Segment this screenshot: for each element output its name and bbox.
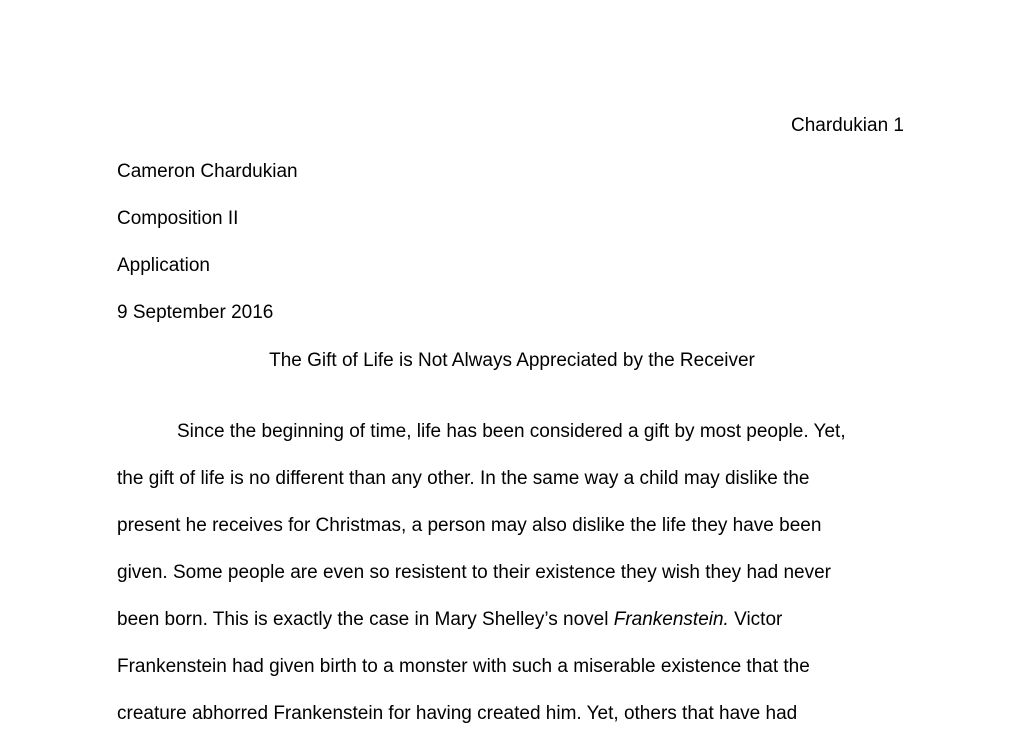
body-line-6: Frankenstein had given birth to a monster with such a miserable existence that the — [117, 656, 810, 677]
body-line-7: creature abhorred Frankenstein for having created him. Yet, others that have had — [117, 703, 798, 724]
body-line-3: present he receives for Christmas, a person may also dislike the life they have been — [117, 515, 822, 536]
body-line-5-start: been born. This is exactly the case in Mary Shelley’s novel — [117, 609, 614, 630]
running-head: Chardukian 1 — [790, 115, 904, 136]
course-name: Composition II — [117, 208, 239, 229]
body-line-1: Since the beginning of time, life has been considered a gift by most people. Yet, — [177, 421, 846, 442]
assignment-name: Application — [117, 255, 210, 276]
body-line-2: the gift of life is no different than any other. In the same way a child may dislike the — [117, 468, 810, 489]
body-line-5 — [117, 608, 782, 632]
novel-title: Frankenstein. — [613, 609, 729, 630]
body-line-5-end: Victor — [728, 609, 783, 630]
essay-title: The Gift of Life is Not Always Appreciated by the Receiver — [269, 350, 755, 371]
body-line-4: given. Some people are even so resistent to their existence they wish they had never — [117, 562, 831, 583]
author-name: Cameron Chardukian — [117, 161, 298, 182]
document-date: 9 September 2016 — [117, 302, 274, 323]
